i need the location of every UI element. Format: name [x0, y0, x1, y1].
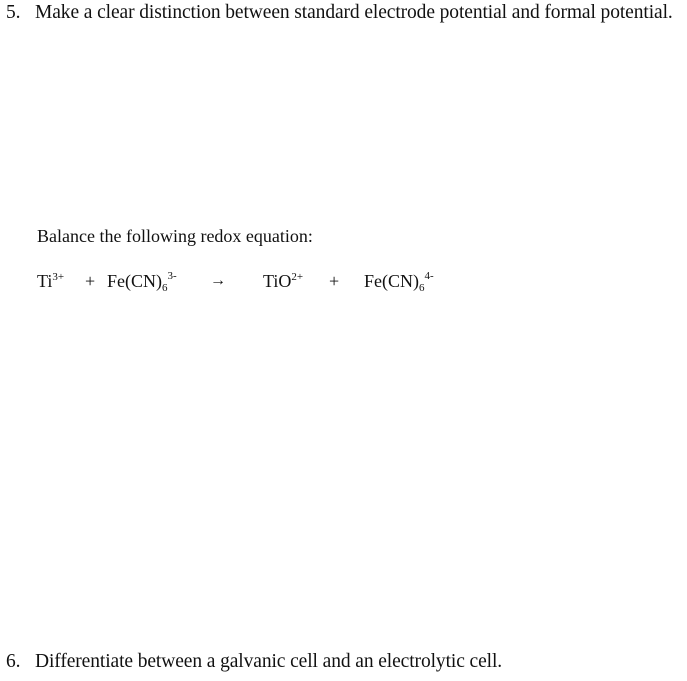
- reaction-arrow-icon: →: [210, 272, 226, 289]
- balance-prompt: Balance the following redox equation:: [37, 226, 313, 246]
- plus-sign-1: +: [85, 271, 96, 291]
- reactant-ferricyanide-indices: [162, 271, 177, 292]
- reactant-ferricyanide-formula: Fe(CN): [107, 271, 162, 291]
- product-ferrocyanide-charge: 4-: [424, 270, 434, 282]
- question-5-text: Make a clear distinction between standard electrode potential and formal potential.: [35, 2, 673, 23]
- product-ferrocyanide-subscript: 6: [419, 282, 425, 294]
- question-5-number: 5.: [6, 2, 21, 23]
- product-ferrocyanide-indices: [419, 271, 434, 292]
- product-tio-formula: TiO: [263, 271, 292, 291]
- question-5: [6, 2, 673, 24]
- reactant-ti: [37, 271, 64, 292]
- product-ferrocyanide: [364, 271, 434, 292]
- question-6-number: 6.: [6, 651, 21, 672]
- question-6: [6, 651, 502, 673]
- product-tio-charge: 2+: [291, 271, 304, 283]
- reactant-ti-formula: Ti: [37, 271, 53, 291]
- plus-sign-2: +: [329, 271, 340, 291]
- question-6-text: Differentiate between a galvanic cell and an electrolytic cell.: [35, 651, 503, 672]
- product-tio: [263, 271, 303, 292]
- reactant-ferricyanide-subscript: 6: [162, 282, 168, 294]
- reactant-ferricyanide-charge: 3-: [167, 270, 177, 282]
- reactant-ferricyanide: [107, 271, 177, 292]
- reactant-ti-charge: 3+: [52, 271, 65, 283]
- product-ferrocyanide-formula: Fe(CN): [364, 271, 419, 291]
